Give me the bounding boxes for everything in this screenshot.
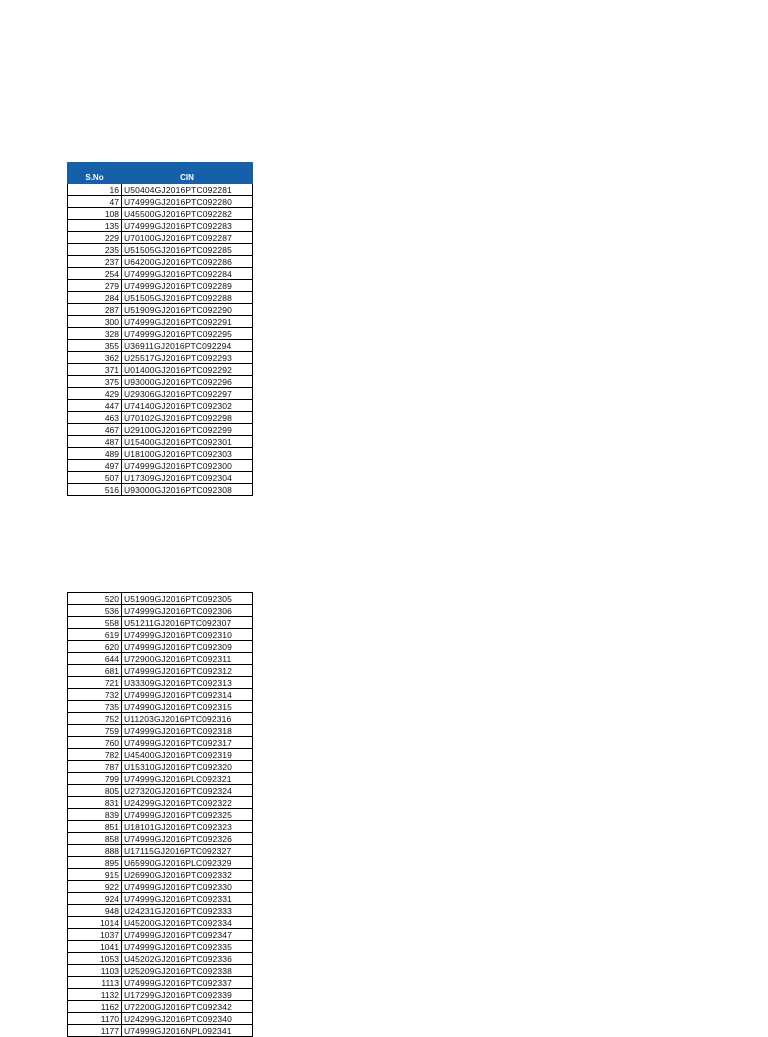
table-row <box>68 400 253 412</box>
sno-column-header: S.No <box>68 163 122 184</box>
sno-cell: 235 <box>68 244 122 256</box>
table-row <box>68 196 253 208</box>
cin-cell: U51505GJ2016PTC092285 <box>122 244 253 256</box>
cin-cell: U25517GJ2016PTC092293 <box>122 352 253 364</box>
cin-cell: U74999GJ2016PTC092331 <box>122 893 253 905</box>
table-row <box>68 376 253 388</box>
table-header <box>68 163 253 184</box>
table-row <box>68 665 253 677</box>
cin-cell: U74999GJ2016PTC092325 <box>122 809 253 821</box>
sno-cell: 787 <box>68 761 122 773</box>
sno-cell: 507 <box>68 472 122 484</box>
sno-cell: 487 <box>68 436 122 448</box>
cin-cell: U24231GJ2016PTC092333 <box>122 905 253 917</box>
cin-cell: U74999GJ2016PLC092321 <box>122 773 253 785</box>
sno-cell: 371 <box>68 364 122 376</box>
table-row <box>68 340 253 352</box>
sno-cell: 1014 <box>68 917 122 929</box>
table-row <box>68 737 253 749</box>
cin-cell: U24299GJ2016PTC092340 <box>122 1013 253 1025</box>
table-row <box>68 292 253 304</box>
cin-cell: U51211GJ2016PTC092307 <box>122 617 253 629</box>
cin-cell: U17299GJ2016PTC092339 <box>122 989 253 1001</box>
cin-cell: U74999GJ2016PTC092312 <box>122 665 253 677</box>
table-row <box>68 472 253 484</box>
cin-cell: U74999GJ2016PTC092280 <box>122 196 253 208</box>
sno-cell: 1113 <box>68 977 122 989</box>
sno-cell: 922 <box>68 881 122 893</box>
table-row <box>68 893 253 905</box>
cin-cell: U74999GJ2016PTC092295 <box>122 328 253 340</box>
table-row <box>68 833 253 845</box>
cin-cell: U74999GJ2016PTC092306 <box>122 605 253 617</box>
sno-cell: 284 <box>68 292 122 304</box>
cin-cell: U74999GJ2016PTC092337 <box>122 977 253 989</box>
table-row <box>68 629 253 641</box>
table-row <box>68 905 253 917</box>
table-row <box>68 653 253 665</box>
table-row <box>68 689 253 701</box>
table-row <box>68 749 253 761</box>
sno-cell: 858 <box>68 833 122 845</box>
cin-cell: U18101GJ2016PTC092323 <box>122 821 253 833</box>
cin-cell: U26990GJ2016PTC092332 <box>122 869 253 881</box>
cin-cell: U29100GJ2016PTC092299 <box>122 424 253 436</box>
sno-cell: 254 <box>68 268 122 280</box>
cin-cell: U72200GJ2016PTC092342 <box>122 1001 253 1013</box>
table-row <box>68 208 253 220</box>
sno-cell: 463 <box>68 412 122 424</box>
sno-cell: 520 <box>68 593 122 605</box>
sno-cell: 1170 <box>68 1013 122 1025</box>
cin-cell: U51909GJ2016PTC092290 <box>122 304 253 316</box>
table-row <box>68 256 253 268</box>
table-row <box>68 316 253 328</box>
table-row <box>68 448 253 460</box>
sno-cell: 108 <box>68 208 122 220</box>
cin-cell: U74999GJ2016PTC092318 <box>122 725 253 737</box>
header-row <box>68 163 253 184</box>
cin-cell: U74999GJ2016PTC092326 <box>122 833 253 845</box>
sno-cell: 782 <box>68 749 122 761</box>
sno-cell: 681 <box>68 665 122 677</box>
table-row <box>68 845 253 857</box>
cin-cell: U33309GJ2016PTC092313 <box>122 677 253 689</box>
cin-table-bottom <box>67 592 253 1037</box>
cin-cell: U15400GJ2016PTC092301 <box>122 436 253 448</box>
table-row <box>68 424 253 436</box>
table-row <box>68 184 253 196</box>
cin-cell: U74140GJ2016PTC092302 <box>122 400 253 412</box>
table-row <box>68 232 253 244</box>
table-row <box>68 881 253 893</box>
sno-cell: 447 <box>68 400 122 412</box>
table-row <box>68 1001 253 1013</box>
table-row <box>68 713 253 725</box>
sno-cell: 888 <box>68 845 122 857</box>
sno-cell: 516 <box>68 484 122 496</box>
sno-cell: 721 <box>68 677 122 689</box>
cin-cell: U74999GJ2016PTC092289 <box>122 280 253 292</box>
sno-cell: 300 <box>68 316 122 328</box>
table-row <box>68 244 253 256</box>
cin-cell: U74999GJ2016PTC092347 <box>122 929 253 941</box>
sno-cell: 237 <box>68 256 122 268</box>
table-body-bottom <box>68 593 253 1037</box>
table-row <box>68 641 253 653</box>
sno-cell: 831 <box>68 797 122 809</box>
cin-cell: U17309GJ2016PTC092304 <box>122 472 253 484</box>
sno-cell: 619 <box>68 629 122 641</box>
table-row <box>68 1013 253 1025</box>
cin-cell: U93000GJ2016PTC092308 <box>122 484 253 496</box>
table-row <box>68 280 253 292</box>
cin-cell: U50404GJ2016PTC092281 <box>122 184 253 196</box>
cin-cell: U29306GJ2016PTC092297 <box>122 388 253 400</box>
sno-cell: 1162 <box>68 1001 122 1013</box>
sno-cell: 760 <box>68 737 122 749</box>
sno-cell: 1177 <box>68 1025 122 1037</box>
cin-cell: U45202GJ2016PTC092336 <box>122 953 253 965</box>
sno-cell: 497 <box>68 460 122 472</box>
table-row <box>68 965 253 977</box>
cin-cell: U18100GJ2016PTC092303 <box>122 448 253 460</box>
table-row <box>68 869 253 881</box>
sno-cell: 375 <box>68 376 122 388</box>
table-row <box>68 761 253 773</box>
table-row <box>68 785 253 797</box>
table-row <box>68 352 253 364</box>
cin-cell: U25209GJ2016PTC092338 <box>122 965 253 977</box>
sno-cell: 1132 <box>68 989 122 1001</box>
sno-cell: 851 <box>68 821 122 833</box>
sno-cell: 895 <box>68 857 122 869</box>
sno-cell: 948 <box>68 905 122 917</box>
table-row <box>68 484 253 496</box>
table-row <box>68 328 253 340</box>
table-row <box>68 929 253 941</box>
cin-cell: U74999GJ2016PTC092317 <box>122 737 253 749</box>
table-row <box>68 460 253 472</box>
sno-cell: 558 <box>68 617 122 629</box>
sno-cell: 355 <box>68 340 122 352</box>
sno-cell: 924 <box>68 893 122 905</box>
table-row <box>68 1025 253 1037</box>
sno-cell: 287 <box>68 304 122 316</box>
sno-cell: 1037 <box>68 929 122 941</box>
cin-cell: U74999GJ2016PTC092335 <box>122 941 253 953</box>
sno-cell: 1041 <box>68 941 122 953</box>
table-row <box>68 605 253 617</box>
cin-cell: U74999GJ2016PTC092309 <box>122 641 253 653</box>
cin-cell: U74999GJ2016PTC092330 <box>122 881 253 893</box>
cin-cell: U64200GJ2016PTC092286 <box>122 256 253 268</box>
cin-cell: U27320GJ2016PTC092324 <box>122 785 253 797</box>
sno-cell: 489 <box>68 448 122 460</box>
table-row <box>68 304 253 316</box>
sno-cell: 915 <box>68 869 122 881</box>
cin-cell: U74990GJ2016PTC092315 <box>122 701 253 713</box>
cin-cell: U93000GJ2016PTC092296 <box>122 376 253 388</box>
table-row <box>68 773 253 785</box>
sno-cell: 279 <box>68 280 122 292</box>
table-row <box>68 617 253 629</box>
cin-cell: U70100GJ2016PTC092287 <box>122 232 253 244</box>
table-row <box>68 821 253 833</box>
sno-cell: 47 <box>68 196 122 208</box>
sno-cell: 799 <box>68 773 122 785</box>
table-row <box>68 412 253 424</box>
cin-cell: U01400GJ2016PTC092292 <box>122 364 253 376</box>
cin-cell: U74999GJ2016PTC092284 <box>122 268 253 280</box>
cin-cell: U11203GJ2016PTC092316 <box>122 713 253 725</box>
cin-cell: U72900GJ2016PTC092311 <box>122 653 253 665</box>
cin-cell: U51909GJ2016PTC092305 <box>122 593 253 605</box>
cin-column-header: CIN <box>122 163 253 184</box>
table-row <box>68 977 253 989</box>
cin-cell: U17115GJ2016PTC092327 <box>122 845 253 857</box>
sno-cell: 429 <box>68 388 122 400</box>
table-row <box>68 220 253 232</box>
cin-cell: U45400GJ2016PTC092319 <box>122 749 253 761</box>
table-body-top <box>68 184 253 496</box>
table-row <box>68 797 253 809</box>
table-row <box>68 917 253 929</box>
cin-cell: U24299GJ2016PTC092322 <box>122 797 253 809</box>
sno-cell: 1103 <box>68 965 122 977</box>
table-row <box>68 725 253 737</box>
sno-cell: 805 <box>68 785 122 797</box>
cin-cell: U74999GJ2016PTC092300 <box>122 460 253 472</box>
sno-cell: 752 <box>68 713 122 725</box>
table-row <box>68 593 253 605</box>
cin-cell: U36911GJ2016PTC092294 <box>122 340 253 352</box>
table-row <box>68 989 253 1001</box>
cin-cell: U70102GJ2016PTC092298 <box>122 412 253 424</box>
table-row <box>68 677 253 689</box>
cin-cell: U74999GJ2016PTC092314 <box>122 689 253 701</box>
cin-cell: U15310GJ2016PTC092320 <box>122 761 253 773</box>
table-row <box>68 268 253 280</box>
cin-cell: U45200GJ2016PTC092334 <box>122 917 253 929</box>
sno-cell: 839 <box>68 809 122 821</box>
sno-cell: 135 <box>68 220 122 232</box>
cin-cell: U74999GJ2016PTC092283 <box>122 220 253 232</box>
table-row <box>68 701 253 713</box>
cin-cell: U45500GJ2016PTC092282 <box>122 208 253 220</box>
sno-cell: 759 <box>68 725 122 737</box>
table-row <box>68 953 253 965</box>
table-row <box>68 436 253 448</box>
sno-cell: 732 <box>68 689 122 701</box>
sno-cell: 16 <box>68 184 122 196</box>
sno-cell: 467 <box>68 424 122 436</box>
sno-cell: 644 <box>68 653 122 665</box>
table-row <box>68 857 253 869</box>
sno-cell: 229 <box>68 232 122 244</box>
table-row <box>68 809 253 821</box>
cin-table-top <box>67 162 253 496</box>
sno-cell: 328 <box>68 328 122 340</box>
table-row <box>68 941 253 953</box>
cin-cell: U74999GJ2016PTC092291 <box>122 316 253 328</box>
table-row <box>68 388 253 400</box>
cin-cell: U65990GJ2016PLC092329 <box>122 857 253 869</box>
sno-cell: 735 <box>68 701 122 713</box>
sno-cell: 362 <box>68 352 122 364</box>
sno-cell: 1053 <box>68 953 122 965</box>
sno-cell: 620 <box>68 641 122 653</box>
cin-cell: U74999GJ2016NPL092341 <box>122 1025 253 1037</box>
table-row <box>68 364 253 376</box>
sno-cell: 536 <box>68 605 122 617</box>
cin-cell: U51505GJ2016PTC092288 <box>122 292 253 304</box>
cin-cell: U74999GJ2016PTC092310 <box>122 629 253 641</box>
